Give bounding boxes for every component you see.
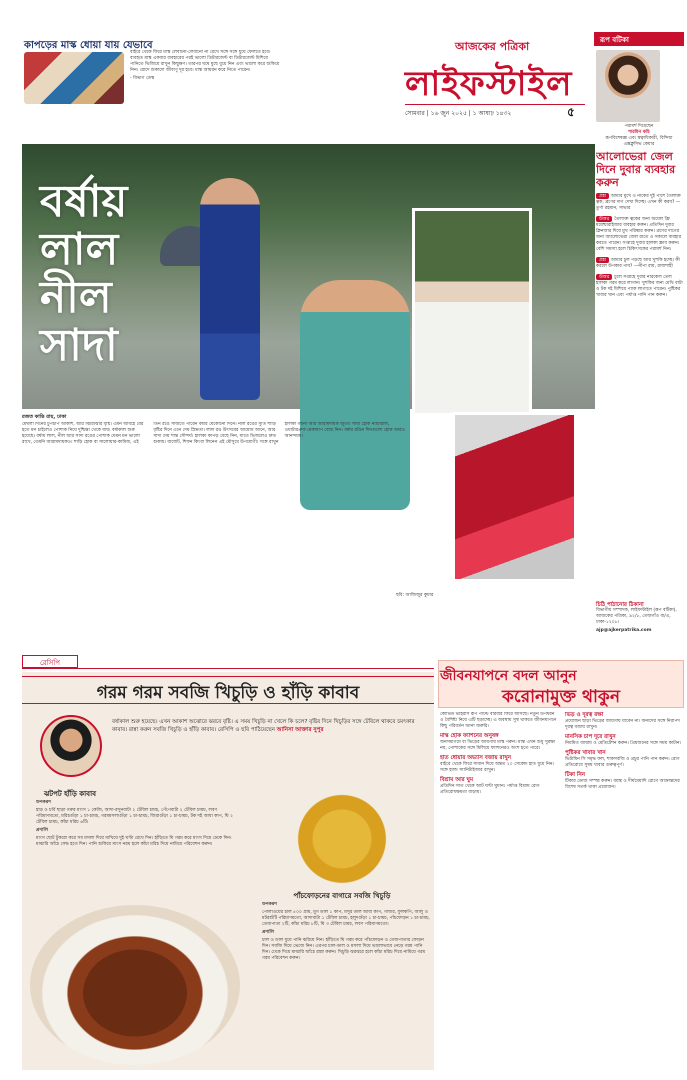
health-title-line1: জীবনযাপনে বদল আনুন	[440, 668, 577, 684]
brand-logo: আজকের পত্রিকা	[455, 40, 530, 53]
contact-box	[596, 602, 684, 634]
advisor-photo	[596, 50, 660, 122]
model-blue-saree	[200, 178, 260, 400]
recipe-intro-text: বর্ষাকাল শুরু হয়েছে। এখন আকাশ অঝোরে ঝরবে বৃষ্টি। এ সময় খিচুড়ি না খেলে কি চলে? বৃষ্টির দিনে খিচুড়ির সঙ্গে টেবিলে থাকবে চমৎকার কাবাব। রান্না করুন সবজি খিচুড়ি ও হাঁড়ি কাবাব। রেসিপি ও ছবি পাঠিয়েছেন	[112, 719, 415, 733]
section-divider	[22, 668, 434, 669]
health-sub-head: পুষ্টিকর খাবার খান	[565, 750, 606, 756]
recipe-title: গরম গরম সবজি খিচুড়ি ও হাঁড়ি কাবাব	[96, 683, 360, 703]
kabab-ingredients-label: উপকরণ	[36, 800, 51, 805]
chef-name: আনিসা আক্তার নুপুর	[276, 727, 324, 733]
kabab-recipe-text	[36, 800, 236, 910]
health-sub-text: ভিটামিন সি সমৃদ্ধ ফল, শাকসবজি ও প্রচুর পানি পান করুন। রোগ প্রতিরোধে সুষম খাবার গুরুত্বপূর্ণ।	[565, 757, 680, 768]
answer-2-text: চুলে সপ্তাহে দুবার নারকেল তেল হালকা গরম করে লাগান। খুশকির জন্য মেথি বাটা ও টক দই মিশিয়ে প্যাক লাগাতে পারেন। পুষ্টিকর খাবার খান এবং পর্যাপ্ত পানি পান করুন।	[596, 275, 683, 298]
health-body	[440, 712, 684, 1067]
khichuri-method: চাল ও ডাল ধুয়ে পানি ঝরিয়ে নিন। হাঁড়িতে ঘি গরম করে পাঁচফোড়ন ও তেজপাতার ফোড়ন দিন। সবজি দিয়ে ভেজে নিন। এরপর চাল-ডাল ও মসলা দিয়ে ভালোভাবে নেড়ে গরম পানি দিন। ঢেকে দিয়ে মাঝারি আঁচে রান্না করুন। খিচুড়ি ঝরঝরে হলে কাঁচা মরিচ দিয়ে নামিয়ে গরম গরম পরিবেশন করুন।	[262, 938, 426, 961]
kabab-method: মাংস ছোট টুকরো করে সব মসলা দিয়ে মাখিয়ে দুই ঘণ্টা রেখে দিন। হাঁড়িতে ঘি গরম করে মাংস দিয়ে ঢেকে দিন। মাঝারি আঁচে সেদ্ধ হতে দিন। পানি শুকিয়ে মাংস নরম হলে কাঁচা মরিচ দিয়ে নামিয়ে পরিবেশন করুন।	[36, 836, 232, 847]
advisor-name: শারমিন কচি	[628, 130, 650, 135]
feature-title: বর্ষায় লাল নীল সাদা	[40, 176, 128, 371]
question-1-text: আমার মুখে ও নাকের দুই পাশে তৈলাক্ত ত্বক, ব্রণের দাগ দেখা দিচ্ছে। এখন কী করব? —তুর্ণা রহমান, সাভার	[596, 194, 681, 211]
khichuri-recipe-title: পাঁচফোড়নের বাগারে সবজি খিচুড়ি	[293, 892, 391, 900]
beauty-qa-column	[596, 150, 684, 655]
contact-title: চিঠি পাঠানোর ঠিকানা	[596, 602, 644, 608]
khichuri-recipe-text	[262, 902, 430, 1067]
khichuri-ingredients: পোলাওয়ের চাল ৫০০ গ্রাম, মুগ ডাল ১ কাপ, মসুর ডাল আধা কাপ, গাজর, ফুলকপি, আলু ও মটরশুঁটি পরিমাণমতো, আদাবাটা ১ টেবিল চামচ, হলুদগুঁড়া ১ চা-চামচ, পাঁচফোড়ন ১ চা-চামচ, তেজপাতা ২টি, কাঁচা মরিচ ৮টি, ঘি ৩ টেবিল চামচ, লবণ পরিমাণমতো।	[262, 910, 430, 927]
photo-credit: ছবি: আজিজুর কুমার	[396, 593, 434, 598]
health-sub-text: প্রয়োজন ছাড়া ভিড়ের জায়গায় যাবেন না। অন্যদের সঙ্গে নিরাপদ দূরত্ব বজায় রাখুন।	[565, 719, 680, 730]
question-2-text: আমার চুল পড়ছে আর খুশকি হচ্ছে। কী করলে উপকার পাব? —নীপা রায়, রাজশাহী	[596, 258, 680, 269]
answer-1-text: তৈলাক্ত ত্বকের জন্য অয়েল ফ্রি ময়েশ্চারাইজার ব্যবহার করুন। প্রতিদিন দুবার ক্লিনজার দিয়ে মুখ পরিষ্কার করুন। ব্রণের দাগের জন্য অ্যালোভেরা জেল রাতে ও সকালে ব্যবহার করতে পারেন। সপ্তাহে দুবার হালকা স্ক্রাব করুন। বেশি সমস্যা হলে চিকিৎসকের পরামর্শ নিন।	[596, 217, 682, 252]
kabab-photo	[30, 905, 240, 1065]
health-sub-head: মাস্ক হোক ফ্যাশনের অনুষঙ্গ	[440, 733, 499, 739]
khichuri-method-label: প্রণালি	[262, 930, 275, 935]
khichuri-photo	[262, 785, 422, 883]
health-sub-head: টিকা নিন	[565, 772, 586, 778]
recipe-intro	[112, 718, 424, 734]
recipe-section-tab: রেসিপি	[22, 655, 78, 668]
beauty-column-header: রূপ বটিকা	[594, 32, 684, 46]
page-number: ৫	[567, 105, 575, 119]
date-line: সোমবার | ১৬ জুন ২০২৫ | ১ আষাঢ় ১৪৩২	[405, 104, 585, 118]
beauty-qa-title: আলোভেরা জেল দিনে দুবার ব্যবহার করুন	[596, 150, 676, 189]
health-sub-head: বিশ্রাম আর ঘুম	[440, 777, 474, 783]
health-sub-text: নিয়মিত ব্যায়াম ও মেডিটেশন করুন। প্রিয়জনের সঙ্গে সময় কাটান।	[565, 741, 682, 746]
mask-tip-text: বাইরে থেকে ফিরে মাস্ক লেবানো-লেবানো না রেখে সঙ্গে সঙ্গে ধুয়ে ফেলতে হবে। ব্যবহৃত মাস্ক একবার ব্যবহারের পরই ভালো ডিটারজেন্ট বা ডিটারজেন্ট মিশিয়ে পানিতে ভিজিয়ে রাখুন কিছুক্ষণ। তারপর ঘষে মুছে ধুয়ে নিন এবং ভালো করে শুকিয়ে নিন। রোদে শুকালে জীবাণু দূর হবে। মাস্ক আয়রন করে নিতে পারেন।	[130, 50, 280, 73]
health-sub-text: প্রতিদিন সাত থেকে আট ঘণ্টা ঘুমান। পর্যাপ্ত বিশ্রাম রোগ প্রতিরোধক্ষমতা বাড়ায়।	[440, 784, 540, 795]
health-sub-text: জনসমাগমে বা ভিড়ের জায়গায় মাস্ক পরুন। মাস্ক এখন শুধু সুরক্ষা নয়, পোশাকের সঙ্গে মিলিয়ে ফ্যাশনেরও অংশ হতে পারে।	[440, 740, 556, 751]
advisor-info	[596, 124, 682, 148]
advisor-role: রূপবিশেষজ্ঞ এবং স্বত্বাধিকারী, বিন্দিয়া এক্সক্লুসিভ কেয়ার	[605, 136, 673, 147]
model-red-saree-photo	[452, 412, 577, 582]
chef-photo	[40, 715, 102, 777]
feature-body	[22, 422, 410, 594]
health-sub-head: মানসিক চাপ দূরে রাখুন	[565, 734, 616, 740]
qa-question-1	[596, 193, 684, 212]
qa-answer-1	[596, 216, 684, 253]
mask-photo	[24, 52, 124, 104]
advisor-label: পরামর্শ দিয়েছেন	[624, 124, 654, 129]
question-badge: প্রশ্ন	[596, 193, 609, 199]
kabab-ingredients: হাড় ও চর্বি ছাড়া গরুর মাংস ১ কেজি, আদা-রসুনবাটা ২ টেবিল চামচ, পেঁপেবাটা ২ টেবিল চামচ, লবণ পরিমাণমতো, মরিচগুঁড়া ১ চা-চামচ, গরমমসলাগুঁড়া ১ চা-চামচ, জিরাগুঁড়া ১ চা-চামচ, টক দই আধা কাপ, ঘি ২ টেবিল চামচ, কাঁচা মরিচ ৬টি।	[36, 808, 233, 825]
health-sub-head: ভিড় ও দূরত্ব রক্ষা	[565, 712, 604, 718]
health-sub-text: বাইরে থেকে ফিরে সাবান দিয়ে অন্তত ২০ সেকেন্ড হাত ধুয়ে নিন। সঙ্গে হ্যান্ড স্যানিটাইজার রাখুন।	[440, 762, 555, 773]
feature-byline: রজত কান্তি রায়, ঢাকা	[22, 414, 67, 420]
model-white-saree-photo	[412, 208, 532, 416]
qa-answer-2	[596, 274, 684, 299]
contact-address: বিভাগীয় সম্পাদক, লাইফস্টাইল (রূপ বটিকা), আজকের পত্রিকা, ৯২/৮, তেজগাঁও বা/এ, ঢাকা-১২০৮।	[596, 608, 677, 625]
khichuri-ingredients-label: উপকরণ	[262, 902, 277, 907]
answer-badge: উত্তর	[596, 274, 612, 280]
mask-tip-title: কাপড়ের মাস্ক ধোয়া যায় যেভাবে	[24, 40, 153, 51]
question-badge: প্রশ্ন	[596, 257, 609, 263]
feature-body-text: মেঘলা দিনের চুপচাপ আকাশ, আর ঝিরিঝিরি বৃষ্টি। এমন আবহে বের হতে মন চাইলেও পোশাক নিয়ে দুশ্চিন্তা থেকে যায়। বর্ষাকাল শুরু হয়েছে। বর্ষায় লাল, নীল আর সাদা রঙের পোশাক যেমন মন ভালো রাখে, তেমনি আরামদায়কও। শাড়ি হোক বা সালোয়ার-কামিজ, এই তিন রঙে সাজতে পারেন বর্ষার যেকোনো দিনে। নীল রঙের সুতি শাড়ি বৃষ্টির দিনে এনে দেয় স্নিগ্ধতা। লাল রঙ উৎসবের আমেজ আনে, আর সাদা দেয় শান্ত সৌন্দর্য। হালকা কাপড় বেছে নিন, যাতে ভিজলেও দ্রুত শুকায়। জর্জেট, শিফন কিংবা লিনেন এই মৌসুমে উপযোগী। সঙ্গে রাখুন হালকা গয়না আর আরামদায়ক জুতা। সাজ হোক ন্যাচারাল, ওয়াটারপ্রুফ মেকআপ বেছে নিন। বর্ষার রঙিন দিনগুলো হোক আরও আনন্দময়।	[22, 422, 405, 445]
health-intro: কোভিড ভাইরাস রূপ পাল্টে বারবার ফিরে আসছে। নতুন উপধরন ও বৈশিষ্ট্য নিয়ে এটি ছড়াচ্ছে। এ অবস্থায় সুস্থ থাকতে জীবনযাপনে কিছু পরিবর্তন আনা জরুরি।	[440, 712, 557, 729]
mask-tip-body	[130, 50, 280, 84]
health-sub-text: টিকার ডোজ সম্পন্ন করুন। বয়স্ক ও দীর্ঘমেয়াদি রোগে আক্রান্তদের বিশেষ সতর্ক থাকা প্রয়োজন।	[565, 779, 680, 790]
section-title: লাইফস্টাইল	[405, 64, 573, 104]
answer-badge: উত্তর	[596, 216, 612, 222]
kabab-method-label: প্রণালি	[36, 828, 49, 833]
health-sub-head: হাত ধোয়ার অভ্যাস বজায় রাখুন	[440, 755, 512, 761]
health-title-line2: করোনামুক্ত থাকুন	[502, 687, 620, 707]
kabab-recipe-title: ঝটপট হাঁড়ি কাবাব	[44, 790, 97, 798]
qa-question-2	[596, 257, 684, 270]
contact-email[interactable]: ajp@ajkerpatrika.com	[596, 628, 652, 633]
mask-tip-credit: - বিভাগ ডেস্ক	[130, 76, 155, 81]
